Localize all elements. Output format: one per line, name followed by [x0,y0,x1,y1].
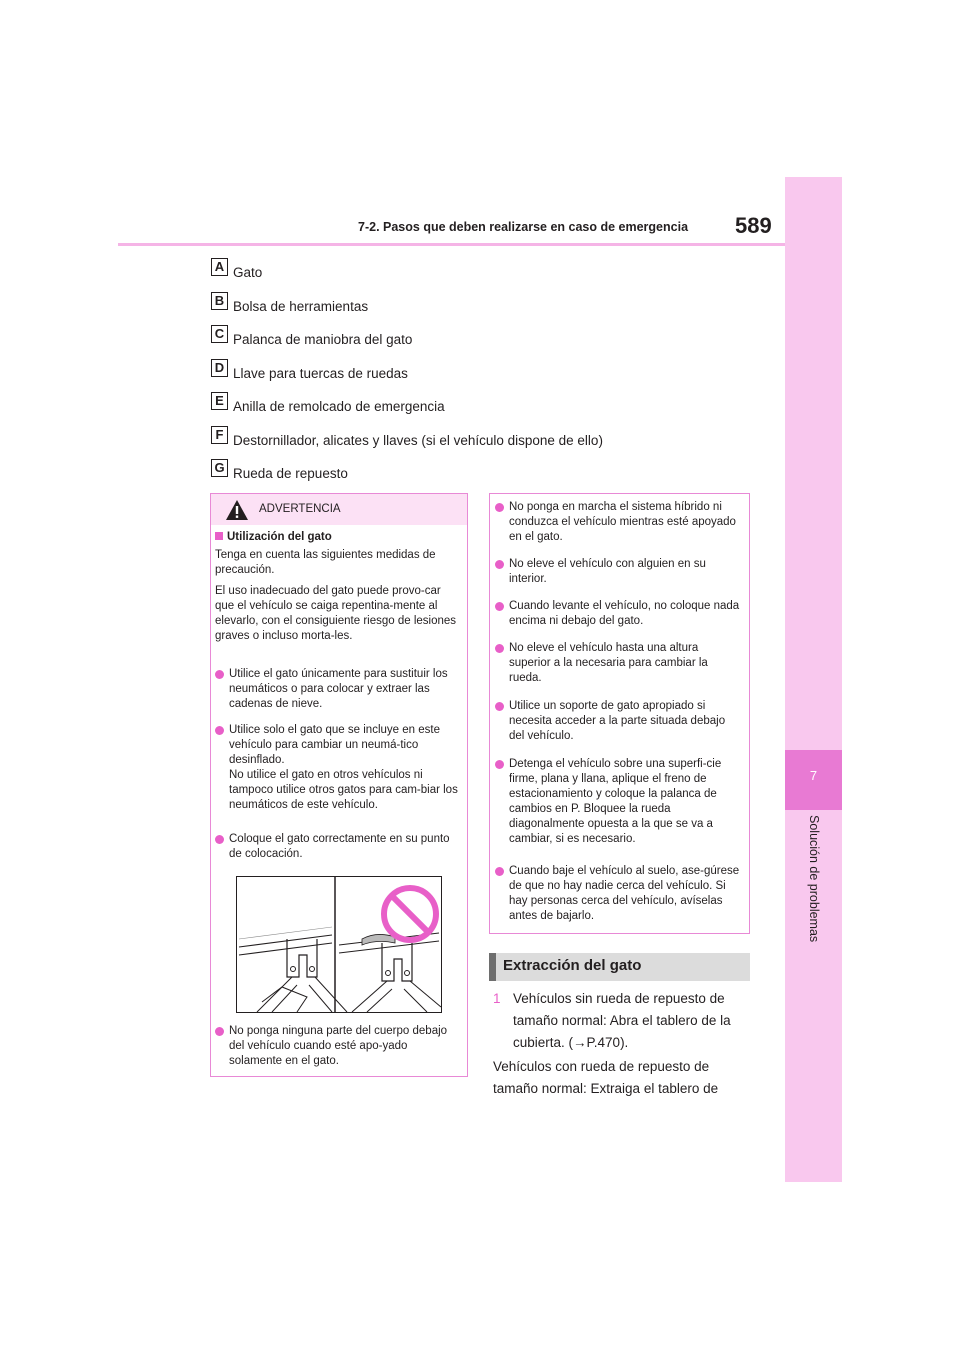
bullet-dot-icon [495,503,504,512]
letter-label: A [211,258,228,276]
part-label: Rueda de repuesto [233,466,348,481]
warning-bullet: Coloque el gato correctamente en su punto de colocación. [215,832,460,862]
section-title: Extracción del gato [503,957,642,974]
part-item [211,259,603,296]
bullet-dot-icon [495,702,504,711]
bullet-dot-icon [215,835,224,844]
chapter-number: 7 [809,768,818,783]
warning-bullet: Cuando levante el vehículo, no coloque nada encima ni debajo del gato. [495,599,740,629]
part-item [211,393,603,430]
bullet-dot-icon [215,670,224,679]
warning-title: ADVERTENCIA [259,503,341,515]
part-label: Bolsa de herramientas [233,298,369,314]
chapter-side-tab [785,177,842,1182]
bullet-dot-icon [495,602,504,611]
warning-intro: Tenga en cuenta las siguientes medidas de precaución. [215,549,436,576]
section-accent [489,953,496,981]
letter-label: C [211,325,228,343]
chapter-title: Solución de problemas [807,815,821,943]
part-item [211,426,603,464]
body-paragraph: Vehículos con rueda de repuesto de tamaño normal: Extraiga el tablero de [493,1059,719,1096]
part-label: Destornillador, alicates y llaves (si el vehículo dispone de ello) [233,432,603,448]
header-rule [118,243,785,246]
warning-bullet: Utilice un soporte de gato apropiado si necesita acceder a la parte situada debajo del vehículo. [495,699,740,744]
warning-bullet: No ponga ninguna parte del cuerpo debajo del vehículo cuando esté apo-yado solamente en el gato. [215,1024,460,1069]
letter-label: G [211,459,228,477]
part-item [211,460,603,497]
warning-bullet: Detenga el vehículo sobre una superfi-cie firme, plana y llana, aplique el freno de estacionamiento y coloque la palanca de cambios en P. Bloquee la rueda diagonalmente opuesta a la que se va a cambiar, si es necesario. [495,757,740,847]
warning-bullet: Utilice solo el gato que se incluye en este vehículo para cambiar un neumá-tico desinflado. No utilice el gato en otros vehículos ni tampoco utilice otros gatos para cam-biar los neumáticos de este vehículo. [215,723,460,813]
bullet-dot-icon [215,1027,224,1036]
warning-intro: El uso inadecuado del gato puede provo-car que el vehículo se caiga repentina-mente al elevarlo, con el consiguiente riesgo de lesiones graves o incluso morta-les. [215,585,457,642]
warning-bullet: No eleve el vehículo hasta una altura superior a la necesaria para cambiar la rueda. [495,641,740,686]
warning-bullet: Utilice el gato únicamente para sustituir los neumáticos o para colocar y extraer las cadenas de nieve. [215,667,460,712]
letter-label: B [211,292,228,310]
warning-bullet: No eleve el vehículo con alguien en su interior. [495,557,740,587]
part-label: Anilla de remolcado de emergencia [233,399,445,414]
page-number: 589 [735,213,772,238]
bullet-dot-icon [495,644,504,653]
part-item [211,359,603,397]
part-label: Palanca de maniobra del gato [233,332,413,347]
part-label: Llave para tuercas de ruedas [233,365,408,381]
bullet-dot-icon [495,867,504,876]
bullet-dot-icon [495,760,504,769]
parts-list [211,259,603,497]
part-item [211,292,603,330]
letter-label: E [211,392,228,410]
warning-triangle-icon [225,499,249,521]
part-label: Gato [233,265,263,280]
jack-illustration [236,876,442,1013]
warning-bullet: No ponga en marcha el sistema híbrido ni conduzca el vehículo mientras esté apoyado en el gato. [495,500,740,545]
part-item [211,326,603,363]
step-text: Vehículos sin rueda de repuesto de tamaño normal: Abra el tablero de la cubierta. (→P.470). [513,991,731,1050]
warning-bullet: Cuando baje el vehículo al suelo, ase-gúrese de que no hay nadie cerca del vehículo. Si hay personas cerca del vehículo, avíselas antes de bajarlo. [495,864,740,924]
square-bullet-icon [215,532,223,540]
warning-subheading: Utilización del gato [215,530,460,545]
letter-label: D [211,359,228,377]
bullet-dot-icon [495,560,504,569]
step-number: 1 [493,991,501,1006]
letter-label: F [211,426,228,444]
bullet-dot-icon [215,726,224,735]
section-header: 7-2. Pasos que deben realizarse en caso de emergencia [358,220,689,234]
